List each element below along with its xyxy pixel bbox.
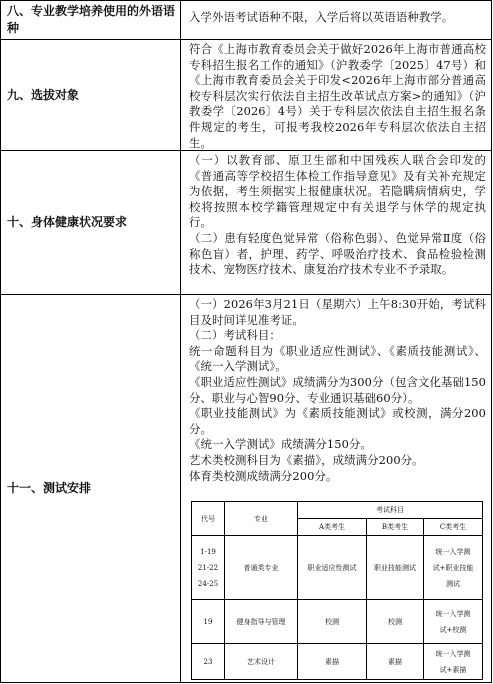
row-content bbox=[182, 40, 492, 150]
cell-a: 职业适应性测试 bbox=[298, 536, 367, 600]
cell-code: 19 bbox=[192, 600, 225, 644]
paragraph: 《统一入学测试》成绩满分150分。 bbox=[189, 437, 372, 452]
cell-c bbox=[424, 536, 483, 600]
row-health-requirements bbox=[1, 151, 492, 295]
c-line: 统一入学测 bbox=[435, 649, 471, 658]
label-text: 十一、测试安排 bbox=[7, 481, 92, 495]
paragraph: （一）2026年3月21日（星期六）上午8:30开始，考试科目及时间详见准考证。 bbox=[189, 297, 486, 327]
cell-major: 普通类专业 bbox=[225, 536, 298, 600]
cell-code bbox=[192, 536, 225, 600]
code-line: 21-22 bbox=[197, 563, 219, 572]
table-row bbox=[192, 600, 483, 644]
paragraph: 艺术类校测科目为《素描》，成绩满分200分。 bbox=[189, 452, 424, 467]
code-line: 24-25 bbox=[197, 579, 219, 588]
cell-c bbox=[424, 600, 483, 644]
paragraph: 《职业适应性测试》成绩满分为300分（包含文化基础150分、职业与心智90分、专业通识基础60分）。 bbox=[189, 374, 486, 405]
cell-a: 素描 bbox=[298, 644, 367, 680]
header-subjects: 考试科目 bbox=[298, 502, 483, 519]
cell-major: 健身指导与管理 bbox=[225, 600, 298, 644]
c-line: 测试 bbox=[446, 579, 460, 588]
cell-b: 校测 bbox=[367, 600, 424, 644]
cell-c bbox=[424, 644, 483, 680]
cell-code: 23 bbox=[192, 644, 225, 680]
paragraph: （一）以教育部、原卫生部和中国残疾人联合会印发的《普通高等学校招生体检工作指导意见》及有关补充规定为依据，考生须据实上报健康状况。若隐瞒病情病史，学校将按照本校学籍管理规定中有关退学与休学的规定执行。 bbox=[189, 153, 486, 230]
paragraph: 入学外语考试语种不限，入学后将以英语语种教学。 bbox=[189, 10, 454, 24]
row-label bbox=[1, 40, 181, 150]
paragraph: 《职业技能测试》为《素质技能测试》或校测，满分200分。 bbox=[189, 406, 486, 436]
label-text: 九、选拔对象 bbox=[7, 87, 80, 102]
code-line: 1-19 bbox=[200, 547, 216, 556]
cell-major: 艺术设计 bbox=[225, 644, 298, 680]
header-code: 代号 bbox=[192, 502, 225, 536]
paragraph: （二）考试科目： bbox=[189, 328, 281, 343]
cell-b: 职业技能测试 bbox=[367, 536, 424, 600]
header-a: A类考生 bbox=[298, 519, 367, 536]
paragraph: （二）患有轻度色觉异常（俗称色弱）、色觉异常Ⅱ度（俗称色盲）者，护理、药学、呼吸治疗技术、食品检验检测技术、宠物医疗技术、康复治疗技术专业不予录取。 bbox=[189, 230, 486, 277]
c-line: 试+校测 bbox=[439, 625, 467, 634]
label-text: 十、身体健康状况要求 bbox=[7, 215, 128, 229]
row-label bbox=[1, 1, 181, 39]
row-foreign-language bbox=[1, 1, 492, 40]
header-b: B类考生 bbox=[367, 519, 424, 536]
paragraph: 符合《上海市教育委员会关于做好2026年上海市普通高校专科招生报名工作的通知》（沪教委学〔2025〕47号）和《上海市教育委员会关于印发<2026年上海市部分普通高校专科层次实行依法自主招生改革试点方案>的通知》（沪教委学〔2026〕4号）关于专科层次依法自主招生报名条件规定的考生，可报考我校2026年专科层次依法自主招生。 bbox=[189, 42, 486, 150]
paragraph: 体育类校测成绩满分200分。 bbox=[189, 468, 338, 483]
row-label bbox=[1, 295, 181, 682]
cell-b: 素描 bbox=[367, 644, 424, 680]
cell-a: 校测 bbox=[298, 600, 367, 644]
exam-subjects-table bbox=[191, 501, 483, 680]
row-content bbox=[182, 151, 492, 294]
label-text: 八、专业教学培养使用的外语语种 bbox=[7, 4, 176, 35]
row-content bbox=[182, 1, 492, 39]
c-line: 试+职业技能 bbox=[432, 563, 474, 572]
row-label bbox=[1, 151, 181, 294]
paragraph: 统一命题科目为《职业适应性测试》、《素质技能测试》、《统一入学测试》。 bbox=[189, 343, 486, 374]
table-row bbox=[192, 644, 483, 680]
c-line: 试+素描 bbox=[439, 665, 467, 674]
c-line: 统一入学测 bbox=[435, 609, 471, 618]
c-line: 统一入学测 bbox=[435, 547, 471, 556]
header-c: C类考生 bbox=[424, 519, 483, 536]
header-major: 专业 bbox=[225, 502, 298, 536]
row-selection-target bbox=[1, 40, 492, 151]
table-row bbox=[192, 536, 483, 600]
